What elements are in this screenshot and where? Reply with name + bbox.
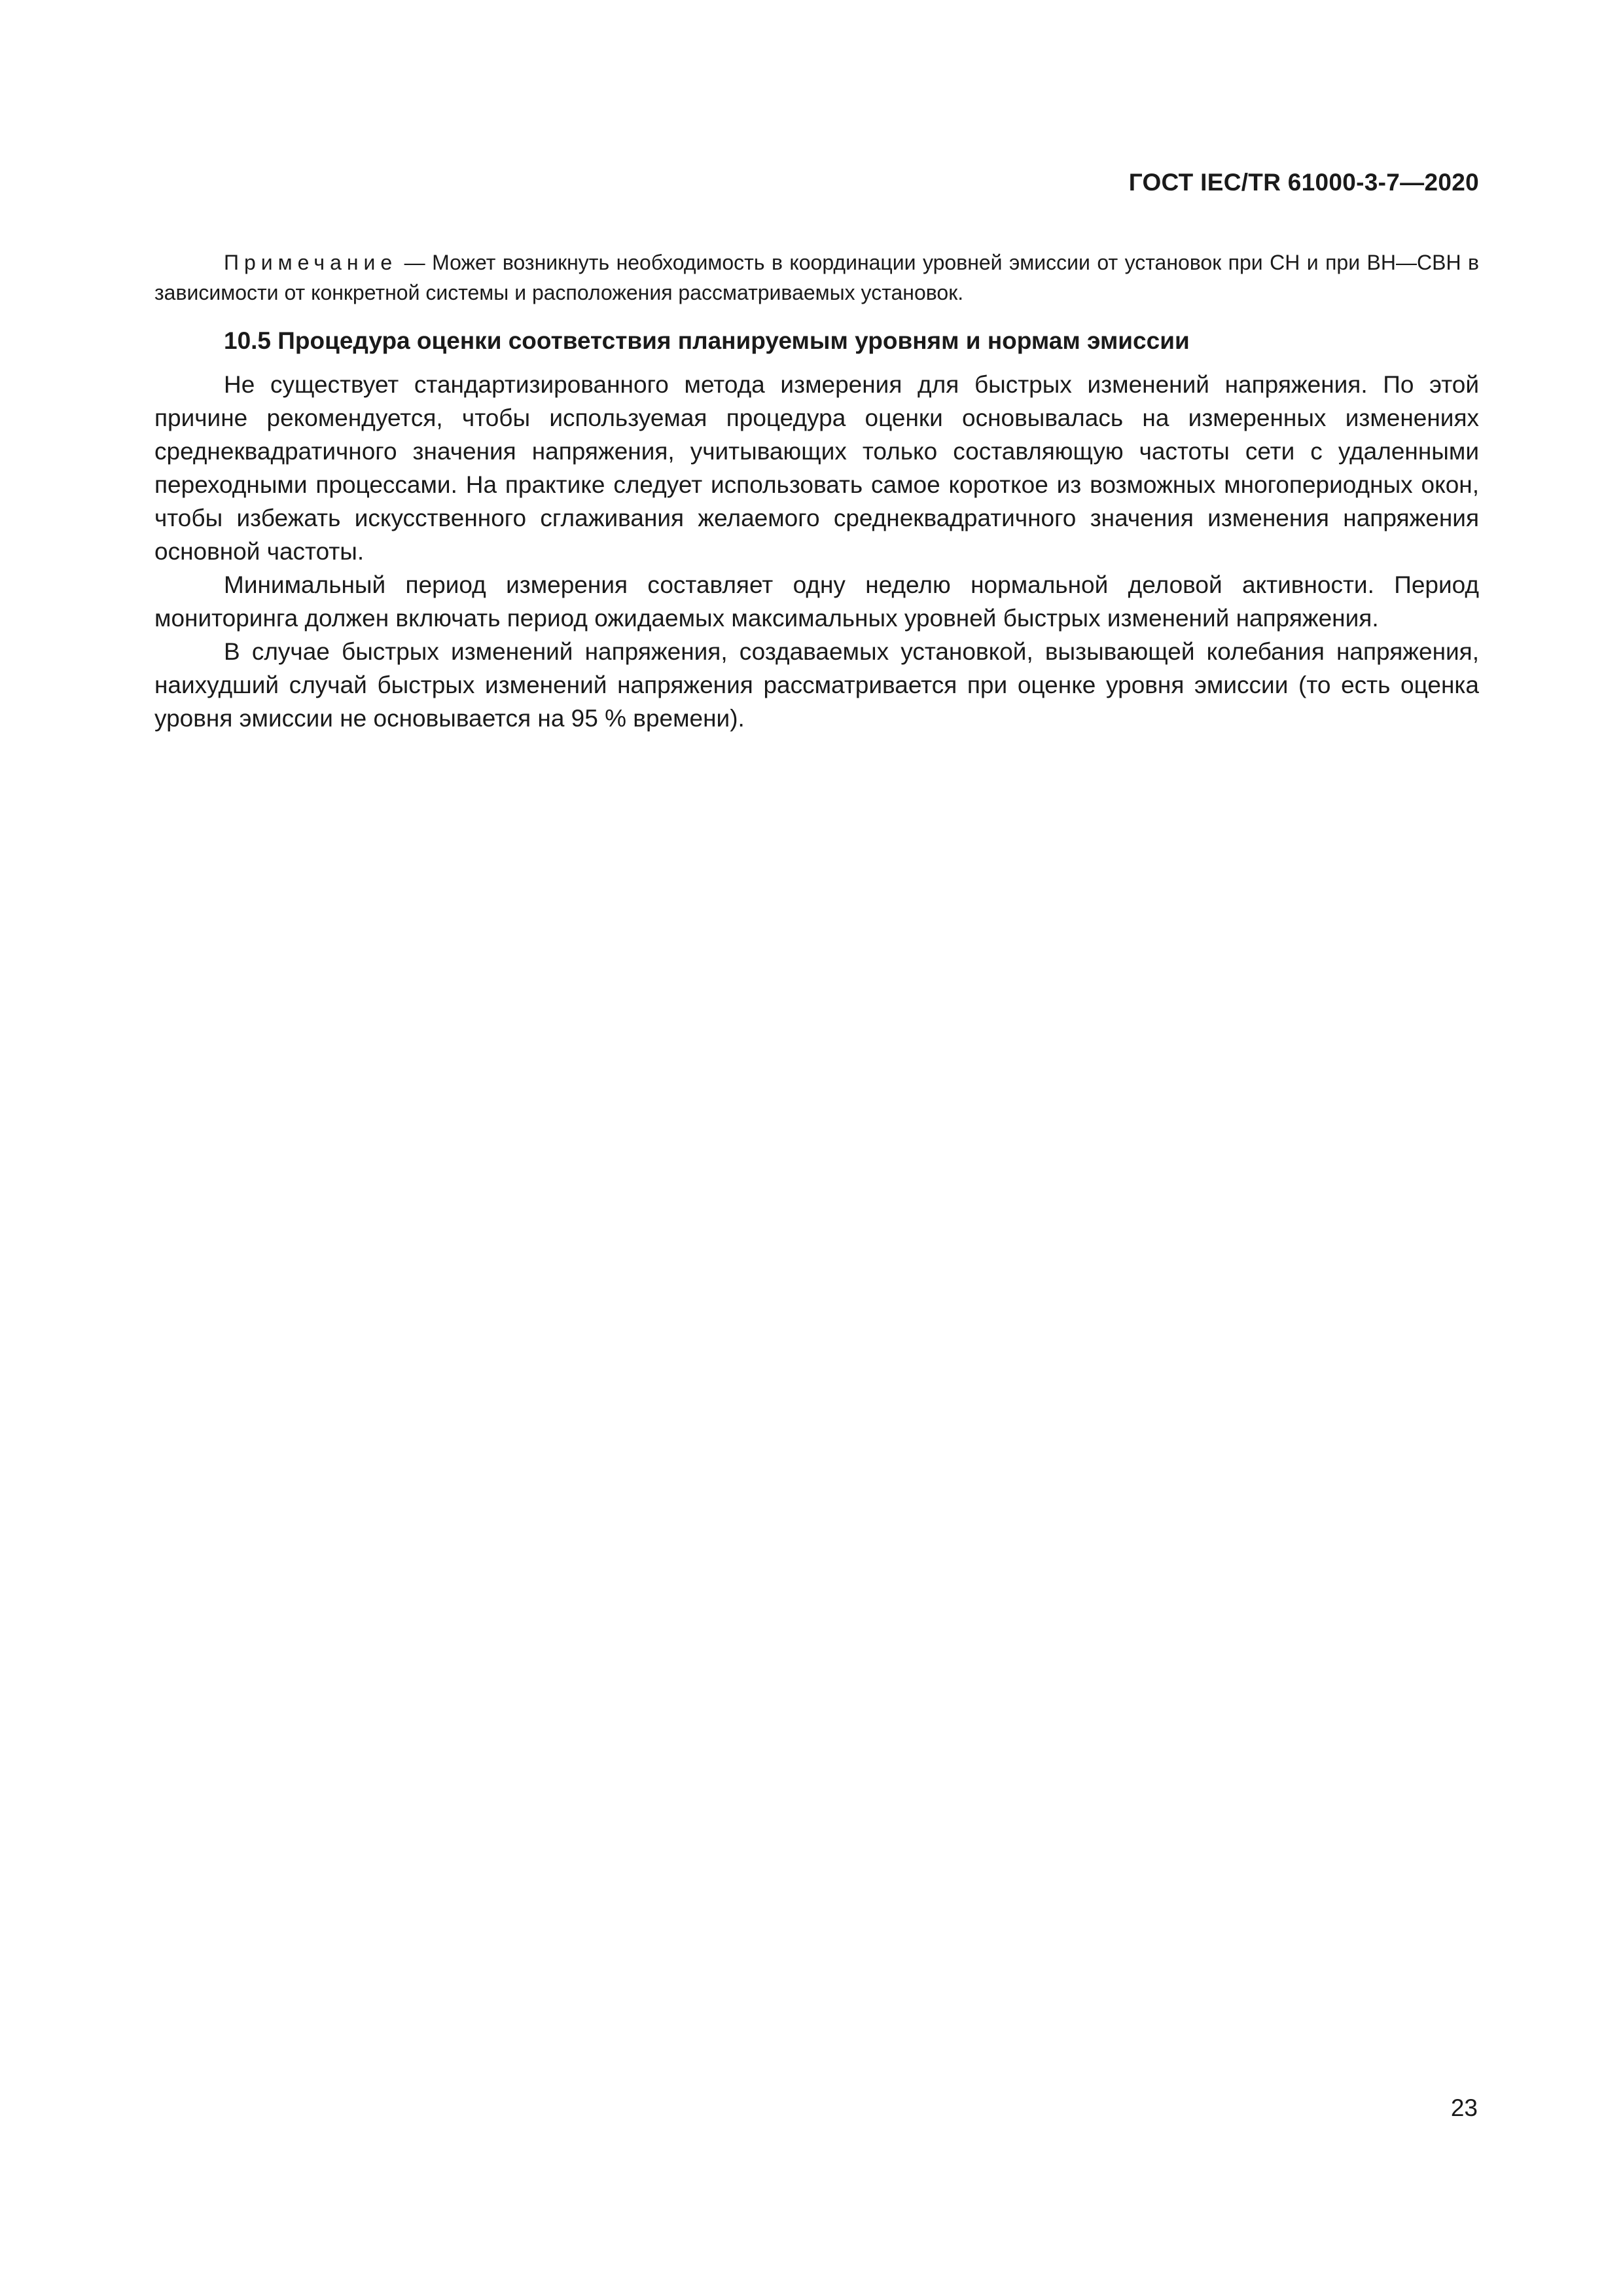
note-dash: — <box>397 251 433 274</box>
paragraph: В случае быстрых изменений напряжения, создаваемых установкой, вызывающей колебания напряжения, наихудший случай быстрых изменений напряжения рассматривается при оценке уровня эмиссии (то есть оценка уровня эмиссии не основывается на 95 % времени). <box>154 638 1479 732</box>
paragraph: Не существует стандартизированного метода измерения для быстрых изменений напряжения. По этой причине рекомендуется, чтобы используемая процедура оценки основывалась на измеренных изменениях среднеквадратичного значения напряжения, учитывающих только составляющую частоты сети с удаленными переходными процессами. На практике следует использовать самое короткое из возможных многопериодных окон, чтобы избежать искусственного сглаживания желаемого среднеквадратичного значения изменения напряжения основной частоты. <box>154 371 1479 565</box>
section-heading: 10.5 Процедура оценки соответствия планируемым уровням и нормам эмиссии <box>224 327 1190 354</box>
note-text: Может возникнуть необходимость в координации уровней эмиссии от установок при СН и при ВН—СВН в зависимости от конкретной системы и расположения рассматриваемых установок. <box>154 251 1480 304</box>
paragraph: Минимальный период измерения составляет одну неделю нормальной деловой активности. Период мониторинга должен включать период ожидаемых максимальных уровней быстрых изменений напряжения. <box>154 571 1479 632</box>
document-body <box>154 247 1479 735</box>
document-header: ГОСТ IEC/TR 61000-3-7—2020 <box>1128 169 1479 196</box>
note-label: Примечание <box>224 251 398 274</box>
page-number: 23 <box>1450 2094 1478 2121</box>
note-block <box>154 247 1479 308</box>
